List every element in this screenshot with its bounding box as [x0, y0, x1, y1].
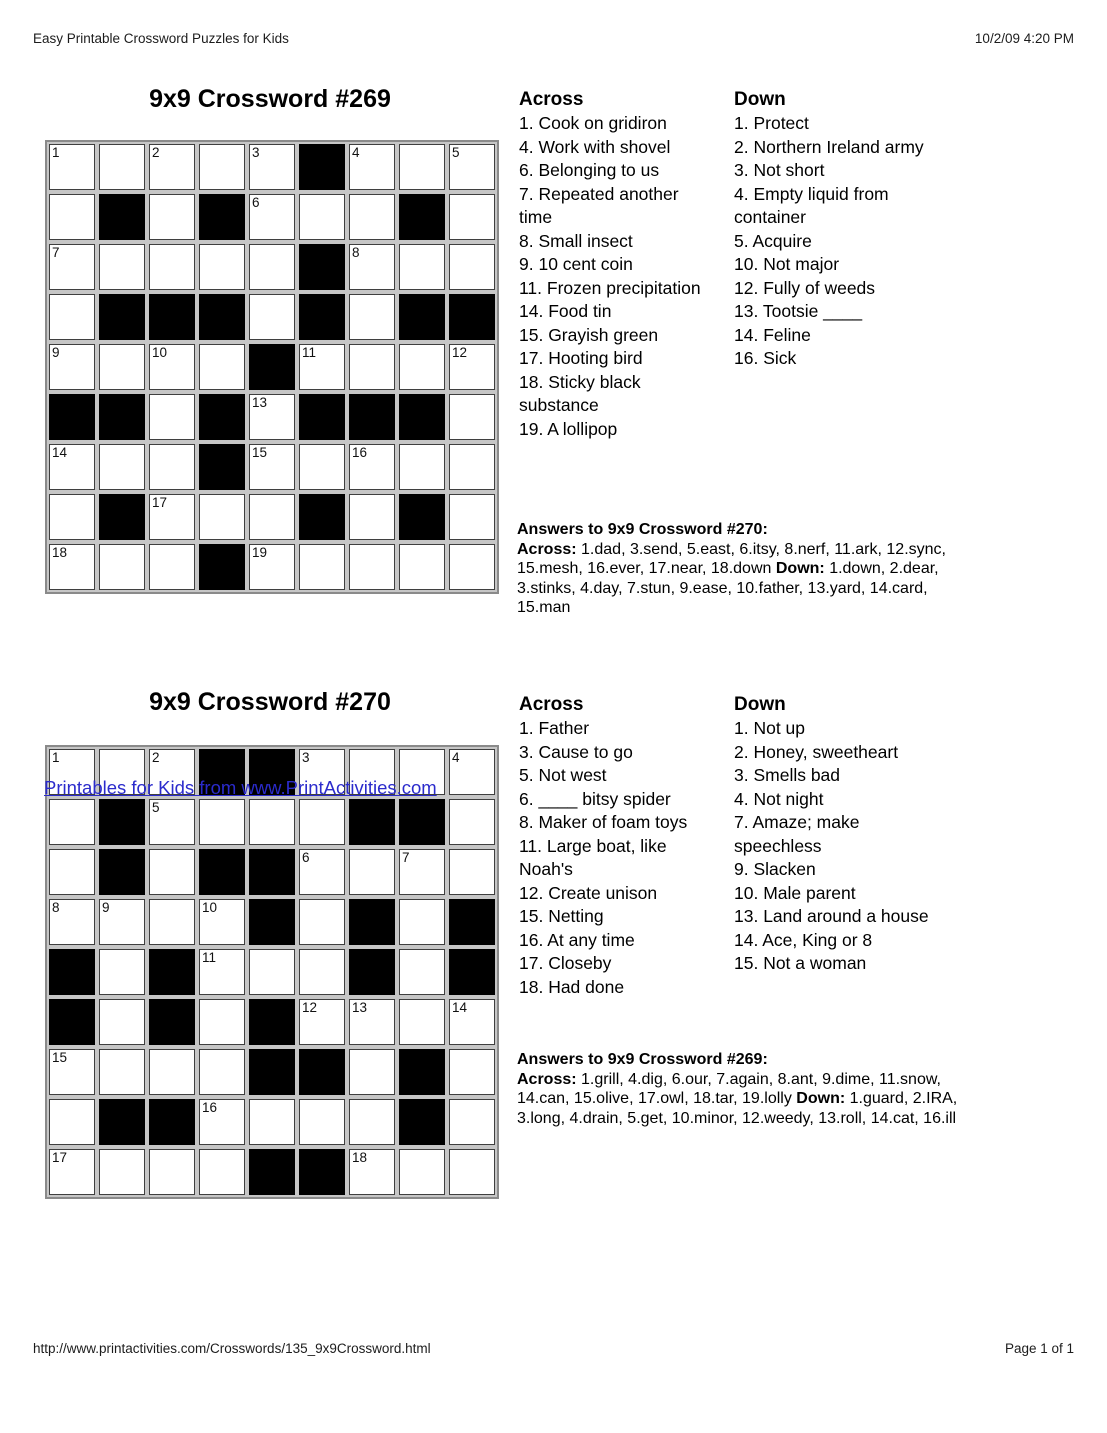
clue-item: 7. Repeated another time: [519, 183, 679, 227]
grid-cell: [149, 849, 195, 895]
clue-item: 2. Honey, sweetheart: [734, 741, 899, 762]
grid-cell: [99, 244, 145, 290]
grid-cell: [399, 849, 445, 895]
cell-number: 4: [452, 750, 460, 765]
cell-number: 17: [52, 1150, 68, 1165]
grid-cell: [249, 194, 295, 240]
grid-cell: [149, 444, 195, 490]
grid-cell: [149, 394, 195, 440]
cell-number: 16: [202, 1100, 218, 1115]
black-cell: [99, 294, 145, 340]
grid-cell: [49, 344, 95, 390]
black-cell: [349, 799, 395, 845]
grid-cell: [199, 344, 245, 390]
grid-cell: [149, 194, 195, 240]
cell-number: 11: [302, 345, 317, 360]
grid-cell: [349, 1049, 395, 1095]
black-cell: [49, 999, 95, 1045]
grid-cell: [349, 999, 395, 1045]
black-cell: [99, 494, 145, 540]
grid-cell: [249, 294, 295, 340]
answers-block-270: [517, 520, 977, 618]
cell-number: 1: [52, 145, 60, 160]
black-cell: [399, 799, 445, 845]
grid-cell: [199, 799, 245, 845]
across-clue-list: [519, 112, 711, 441]
answers-down-text: 1.guard, 2.IRA, 3.long, 4.drain, 5.get, 10.minor, 12.weedy, 13.roll, 14.cat, 16.ill: [517, 1090, 958, 1127]
answers-down-text: 1.down, 2.dear, 3.stinks, 4.day, 7.stun, 9.ease, 10.father, 13.yard, 14.card, 15.man: [517, 560, 939, 616]
grid-cell: [249, 799, 295, 845]
grid-cell: [299, 444, 345, 490]
answers-across-label: Across:: [517, 540, 577, 558]
grid-cell: [399, 999, 445, 1045]
down-heading: Down: [734, 89, 786, 110]
clue-item: 14. Ace, King or 8: [734, 929, 873, 950]
grid-cell: [49, 494, 95, 540]
black-cell: [299, 494, 345, 540]
grid-cell: [349, 1149, 395, 1195]
print-header: [33, 31, 1074, 46]
cell-number: 19: [252, 545, 268, 560]
grid-cell: [399, 1149, 445, 1195]
grid-cell: [449, 999, 495, 1045]
grid-cell: [49, 1149, 95, 1195]
black-cell: [449, 899, 495, 945]
cell-number: 12: [302, 1000, 318, 1015]
cell-number: 7: [52, 245, 60, 260]
cell-number: 18: [52, 545, 68, 560]
grid-cell: [349, 244, 395, 290]
grid-cell: [349, 1099, 395, 1145]
grid-cell: [199, 144, 245, 190]
grid-cell: [349, 544, 395, 590]
black-cell: [199, 194, 245, 240]
black-cell: [199, 849, 245, 895]
black-cell: [399, 294, 445, 340]
grid-cell: [149, 899, 195, 945]
grid-cell: [49, 444, 95, 490]
grid-cell: [249, 144, 295, 190]
grid-cell: [349, 444, 395, 490]
grid-cell: [449, 344, 495, 390]
black-cell: [199, 394, 245, 440]
cell-number: 7: [402, 850, 410, 865]
cell-number: 9: [102, 900, 110, 915]
clue-item: 17. Closeby: [519, 953, 612, 973]
black-cell: [349, 899, 395, 945]
grid-cell: [49, 899, 95, 945]
clues-down-269: [734, 88, 939, 371]
grid-cell: [449, 849, 495, 895]
clue-item: 10. Not major: [734, 254, 840, 274]
black-cell: [199, 444, 245, 490]
grid-cell: [299, 849, 345, 895]
down-clue-list: [734, 717, 939, 976]
black-cell: [449, 949, 495, 995]
grid-cell: [449, 1049, 495, 1095]
grid-cell: [349, 849, 395, 895]
grid-cell: [249, 1099, 295, 1145]
clue-item: 4. Empty liquid from container: [734, 183, 889, 227]
grid-cell: [449, 799, 495, 845]
puzzle-title-270: 9x9 Crossword #270: [149, 688, 391, 716]
clues-down-270: [734, 693, 939, 976]
clue-item: 6. Belonging to us: [519, 160, 660, 180]
black-cell: [299, 1049, 345, 1095]
grid-cell: [449, 1099, 495, 1145]
black-cell: [99, 849, 145, 895]
print-datetime: 10/2/09 4:20 PM: [974, 31, 1074, 46]
grid-cell: [449, 144, 495, 190]
grid-cell: [249, 494, 295, 540]
black-cell: [349, 394, 395, 440]
clue-item: 12. Fully of weeds: [734, 277, 876, 298]
black-cell: [249, 899, 295, 945]
black-cell: [49, 394, 95, 440]
black-cell: [249, 1049, 295, 1095]
source-url: http://www.printactivities.com/Crosswords/135_9x9Crossword.html: [33, 1341, 431, 1356]
cell-number: 6: [252, 195, 260, 210]
grid-cell: [199, 1099, 245, 1145]
grid-cell: [49, 244, 95, 290]
grid-cell: [449, 194, 495, 240]
grid-cell: [149, 494, 195, 540]
grid-cell: [49, 1049, 95, 1095]
clue-item: 5. Not west: [519, 765, 607, 785]
grid-cell: [249, 544, 295, 590]
cell-number: 18: [352, 1150, 368, 1165]
black-cell: [299, 244, 345, 290]
grid-cell: [449, 394, 495, 440]
grid-cell: [49, 849, 95, 895]
black-cell: [99, 194, 145, 240]
answers-across-text: 1.grill, 4.dig, 6.our, 7.again, 8.ant, 9.dime, 11.snow, 14.can, 15.olive, 17.owl, 18.tar, 19.lolly: [517, 1070, 941, 1107]
black-cell: [249, 344, 295, 390]
cell-number: 12: [452, 345, 468, 360]
black-cell: [299, 1149, 345, 1195]
document-title: Easy Printable Crossword Puzzles for Kids: [33, 31, 289, 46]
clue-item: 10. Male parent: [734, 882, 856, 903]
clue-item: 13. Land around a house: [734, 906, 929, 926]
grid-cell: [249, 394, 295, 440]
grid-cell: [99, 999, 145, 1045]
grid-cell: [99, 1149, 145, 1195]
grid-cell: [299, 194, 345, 240]
clue-item: 11. Frozen precipitation: [519, 277, 701, 298]
grid-cell: [149, 144, 195, 190]
down-clue-list: [734, 112, 939, 371]
clue-item: 3. Smells bad: [734, 765, 841, 785]
down-heading: Down: [734, 694, 786, 715]
cell-number: 17: [152, 495, 168, 510]
cell-number: 9: [52, 345, 60, 360]
grid-cell: [99, 949, 145, 995]
answers-block-269: [517, 1050, 977, 1128]
black-cell: [399, 494, 445, 540]
clues-across-269: [519, 88, 711, 441]
clue-item: 9. Slacken: [734, 859, 816, 879]
grid-cell: [49, 194, 95, 240]
black-cell: [199, 294, 245, 340]
black-cell: [149, 999, 195, 1045]
clue-item: 12. Create unison: [519, 882, 658, 903]
grid-cell: [199, 494, 245, 540]
across-heading: Across: [519, 89, 584, 110]
grid-cell: [199, 899, 245, 945]
answers-down-label: Down:: [775, 560, 825, 577]
clue-item: 16. Sick: [734, 348, 797, 368]
clue-item: 11. Large boat, like Noah's: [519, 835, 667, 879]
clue-item: 19. A lollipop: [519, 418, 618, 439]
across-clue-list: [519, 717, 711, 999]
clue-item: 3. Cause to go: [519, 741, 633, 762]
cell-number: 15: [52, 1050, 68, 1065]
black-cell: [249, 999, 295, 1045]
cell-number: 2: [152, 750, 160, 765]
grid-cell: [249, 244, 295, 290]
grid-cell: [399, 144, 445, 190]
grid-cell: [149, 344, 195, 390]
grid-cell: [199, 1149, 245, 1195]
cell-number: 11: [202, 950, 217, 965]
crossword-grid-269: [45, 140, 499, 594]
grid-cell: [349, 144, 395, 190]
clue-item: 1. Protect: [734, 113, 809, 133]
black-cell: [149, 1099, 195, 1145]
grid-cell: [249, 949, 295, 995]
black-cell: [249, 1149, 295, 1195]
cell-number: 5: [452, 145, 460, 160]
grid-cell: [399, 544, 445, 590]
cell-number: 10: [152, 345, 168, 360]
clue-item: 3. Not short: [734, 160, 825, 180]
grid-cell: [349, 494, 395, 540]
grid-cell: [49, 144, 95, 190]
grid-cell: [149, 544, 195, 590]
answers-heading: Answers to 9x9 Crossword #270:: [517, 521, 768, 538]
grid-cell: [449, 244, 495, 290]
grid-cell: [149, 1149, 195, 1195]
across-heading: Across: [519, 694, 584, 715]
cell-number: 3: [302, 750, 310, 765]
grid-cell: [99, 444, 145, 490]
grid-cell: [349, 194, 395, 240]
page-number: Page 1 of 1: [1004, 1341, 1074, 1356]
answers-heading: Answers to 9x9 Crossword #269:: [517, 1051, 768, 1068]
clue-item: 18. Had done: [519, 976, 625, 997]
cell-number: 6: [302, 850, 310, 865]
crossword-grid-270: [45, 745, 499, 1199]
cell-number: 3: [252, 145, 260, 160]
grid-cell: [299, 1099, 345, 1145]
clue-item: 15. Not a woman: [734, 953, 867, 973]
grid-cell: [449, 544, 495, 590]
answers-across-label: Across:: [517, 1070, 577, 1088]
grid-cell: [299, 999, 345, 1045]
black-cell: [149, 949, 195, 995]
black-cell: [99, 799, 145, 845]
grid-cell: [399, 244, 445, 290]
black-cell: [49, 949, 95, 995]
clue-item: 4. Not night: [734, 788, 824, 809]
cell-number: 5: [152, 800, 160, 815]
grid-cell: [349, 294, 395, 340]
grid-cell: [199, 949, 245, 995]
clue-item: 18. Sticky black substance: [519, 371, 641, 415]
clue-item: 9. 10 cent coin: [519, 254, 633, 274]
grid-cell: [49, 1099, 95, 1145]
clue-item: 6. ____ bitsy spider: [519, 788, 671, 809]
grid-cell: [149, 799, 195, 845]
black-cell: [399, 1049, 445, 1095]
black-cell: [199, 544, 245, 590]
black-cell: [99, 1099, 145, 1145]
grid-cell: [449, 444, 495, 490]
clue-item: 5. Acquire: [734, 230, 812, 251]
clue-item: 7. Amaze; make speechless: [734, 812, 860, 856]
cell-number: 2: [152, 145, 160, 160]
grid-cell: [199, 1049, 245, 1095]
grid-cell: [99, 899, 145, 945]
grid-cell: [99, 544, 145, 590]
black-cell: [299, 394, 345, 440]
clue-item: 16. At any time: [519, 929, 635, 950]
cell-number: 15: [252, 445, 268, 460]
clue-item: 17. Hooting bird: [519, 348, 643, 368]
grid-cell: [399, 949, 445, 995]
cell-number: 16: [352, 445, 368, 460]
cell-number: 10: [202, 900, 218, 915]
cell-number: 4: [352, 145, 360, 160]
clue-item: 13. Tootsie ____: [734, 301, 863, 321]
clue-item: 1. Father: [519, 718, 590, 738]
cell-number: 13: [352, 1000, 368, 1015]
clue-item: 8. Small insect: [519, 230, 633, 251]
grid-cell: [149, 244, 195, 290]
black-cell: [349, 949, 395, 995]
black-cell: [149, 294, 195, 340]
grid-cell: [399, 899, 445, 945]
printactivities-link[interactable]: Printables for Kids from www.PrintActivities.com: [44, 777, 437, 798]
grid-cell: [299, 799, 345, 845]
grid-cell: [299, 544, 345, 590]
grid-cell: [349, 344, 395, 390]
print-footer: [33, 1341, 1074, 1356]
clues-across-270: [519, 693, 711, 999]
puzzle-title-269: 9x9 Crossword #269: [149, 85, 391, 113]
black-cell: [449, 294, 495, 340]
grid-cell: [49, 294, 95, 340]
grid-cell: [449, 494, 495, 540]
clue-item: 15. Grayish green: [519, 324, 659, 345]
clue-item: 15. Netting: [519, 906, 604, 926]
black-cell: [249, 849, 295, 895]
grid-cell: [449, 1149, 495, 1195]
clue-item: 14. Feline: [734, 324, 811, 345]
grid-cell: [149, 1049, 195, 1095]
grid-cell: [299, 899, 345, 945]
cell-number: 13: [252, 395, 268, 410]
grid-cell: [249, 444, 295, 490]
black-cell: [99, 394, 145, 440]
black-cell: [399, 394, 445, 440]
grid-cell: [399, 344, 445, 390]
black-cell: [299, 144, 345, 190]
grid-cell: [449, 749, 495, 795]
grid-cell: [99, 344, 145, 390]
black-cell: [399, 194, 445, 240]
clue-item: 1. Cook on gridiron: [519, 113, 667, 133]
answers-across-text: 1.dad, 3.send, 5.east, 6.itsy, 8.nerf, 11.ark, 12.sync, 15.mesh, 16.ever, 17.near, 18.down: [517, 540, 946, 577]
grid-cell: [199, 999, 245, 1045]
grid-cell: [49, 799, 95, 845]
clue-item: 4. Work with shovel: [519, 136, 671, 157]
grid-cell: [99, 144, 145, 190]
clue-item: 2. Northern Ireland army: [734, 136, 924, 157]
cell-number: 8: [52, 900, 60, 915]
grid-cell: [99, 1049, 145, 1095]
grid-cell: [399, 444, 445, 490]
grid-cell: [49, 544, 95, 590]
cell-number: 1: [52, 750, 60, 765]
grid-cell: [299, 949, 345, 995]
cell-number: 14: [52, 445, 68, 460]
clue-item: 8. Maker of foam toys: [519, 812, 688, 832]
grid-cell: [199, 244, 245, 290]
black-cell: [399, 1099, 445, 1145]
cell-number: 14: [452, 1000, 468, 1015]
grid-cell: [299, 344, 345, 390]
answers-down-label: Down:: [796, 1090, 846, 1107]
cell-number: 8: [352, 245, 360, 260]
clue-item: 14. Food tin: [519, 301, 612, 321]
clue-item: 1. Not up: [734, 718, 806, 738]
black-cell: [299, 294, 345, 340]
